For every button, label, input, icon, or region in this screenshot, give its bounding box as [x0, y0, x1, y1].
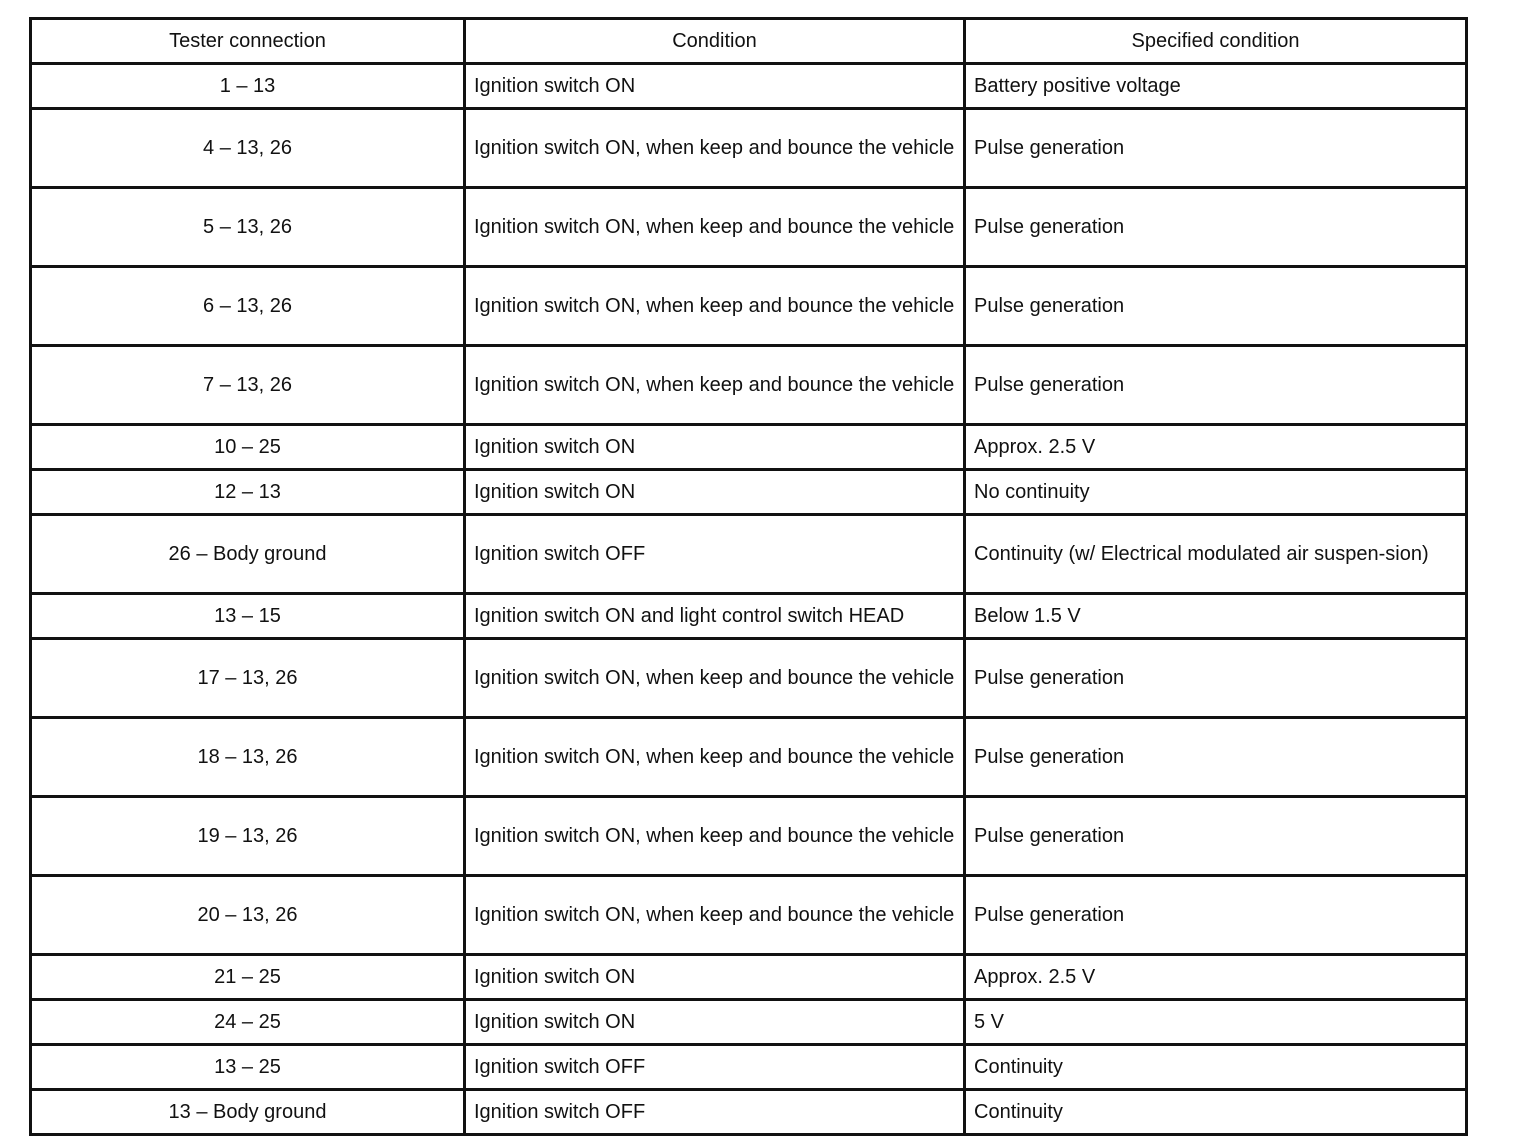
tester-connection-cell: 4 – 13, 26	[31, 109, 465, 188]
table-row	[31, 470, 1467, 515]
tester-connection-cell: 24 – 25	[31, 1000, 465, 1045]
condition-cell: Ignition switch ON, when keep and bounce the vehicle	[465, 876, 965, 955]
header-specified-condition: Specified condition	[965, 19, 1467, 64]
condition-cell: Ignition switch ON	[465, 955, 965, 1000]
table-row	[31, 64, 1467, 109]
specified-condition-cell: No continuity	[965, 470, 1467, 515]
table-row	[31, 425, 1467, 470]
table-row	[31, 188, 1467, 267]
table-row	[31, 955, 1467, 1000]
specified-condition-cell: Pulse generation	[965, 346, 1467, 425]
document-page	[29, 17, 1465, 1136]
tester-connection-cell: 10 – 25	[31, 425, 465, 470]
specified-condition-cell: Pulse generation	[965, 797, 1467, 876]
table-row	[31, 876, 1467, 955]
tester-connection-cell: 21 – 25	[31, 955, 465, 1000]
table-row	[31, 639, 1467, 718]
specified-condition-cell: Pulse generation	[965, 267, 1467, 346]
condition-cell: Ignition switch ON	[465, 64, 965, 109]
tester-connection-cell: 13 – 15	[31, 594, 465, 639]
condition-cell: Ignition switch OFF	[465, 515, 965, 594]
condition-cell: Ignition switch OFF	[465, 1090, 965, 1135]
condition-cell: Ignition switch OFF	[465, 1045, 965, 1090]
specified-condition-cell: Pulse generation	[965, 718, 1467, 797]
condition-cell: Ignition switch ON and light control switch HEAD	[465, 594, 965, 639]
specified-condition-cell: Below 1.5 V	[965, 594, 1467, 639]
tester-connection-cell: 20 – 13, 26	[31, 876, 465, 955]
specified-condition-cell: Battery positive voltage	[965, 64, 1467, 109]
tester-connection-cell: 18 – 13, 26	[31, 718, 465, 797]
table-row	[31, 267, 1467, 346]
specified-condition-cell: 5 V	[965, 1000, 1467, 1045]
tester-connection-cell: 13 – 25	[31, 1045, 465, 1090]
header-condition: Condition	[465, 19, 965, 64]
condition-cell: Ignition switch ON, when keep and bounce the vehicle	[465, 718, 965, 797]
condition-cell: Ignition switch ON, when keep and bounce the vehicle	[465, 267, 965, 346]
tester-connection-cell: 1 – 13	[31, 64, 465, 109]
condition-cell: Ignition switch ON	[465, 1000, 965, 1045]
tester-connection-cell: 7 – 13, 26	[31, 346, 465, 425]
condition-cell: Ignition switch ON, when keep and bounce the vehicle	[465, 109, 965, 188]
tester-connection-cell: 17 – 13, 26	[31, 639, 465, 718]
condition-cell: Ignition switch ON, when keep and bounce the vehicle	[465, 639, 965, 718]
tester-connection-cell: 5 – 13, 26	[31, 188, 465, 267]
specified-condition-cell: Pulse generation	[965, 876, 1467, 955]
table-header-row	[31, 19, 1467, 64]
tester-connection-cell: 26 – Body ground	[31, 515, 465, 594]
tester-connection-cell: 13 – Body ground	[31, 1090, 465, 1135]
condition-cell: Ignition switch ON, when keep and bounce the vehicle	[465, 188, 965, 267]
tester-connection-table	[29, 17, 1468, 1136]
table-row	[31, 109, 1467, 188]
specified-condition-cell: Approx. 2.5 V	[965, 955, 1467, 1000]
specified-condition-cell: Continuity (w/ Electrical modulated air suspen-sion)	[965, 515, 1467, 594]
tester-connection-cell: 12 – 13	[31, 470, 465, 515]
condition-cell: Ignition switch ON, when keep and bounce the vehicle	[465, 346, 965, 425]
table-row	[31, 718, 1467, 797]
condition-cell: Ignition switch ON	[465, 425, 965, 470]
table-row	[31, 346, 1467, 425]
condition-cell: Ignition switch ON, when keep and bounce the vehicle	[465, 797, 965, 876]
table-row	[31, 1000, 1467, 1045]
condition-cell: Ignition switch ON	[465, 470, 965, 515]
tester-connection-cell: 19 – 13, 26	[31, 797, 465, 876]
specified-condition-cell: Continuity	[965, 1045, 1467, 1090]
specified-condition-cell: Approx. 2.5 V	[965, 425, 1467, 470]
header-tester-connection: Tester connection	[31, 19, 465, 64]
table-row	[31, 1045, 1467, 1090]
specified-condition-cell: Pulse generation	[965, 109, 1467, 188]
specified-condition-cell: Continuity	[965, 1090, 1467, 1135]
table-row	[31, 594, 1467, 639]
tester-connection-cell: 6 – 13, 26	[31, 267, 465, 346]
specified-condition-cell: Pulse generation	[965, 188, 1467, 267]
specified-condition-cell: Pulse generation	[965, 639, 1467, 718]
table-row	[31, 515, 1467, 594]
table-row	[31, 797, 1467, 876]
table-row	[31, 1090, 1467, 1135]
